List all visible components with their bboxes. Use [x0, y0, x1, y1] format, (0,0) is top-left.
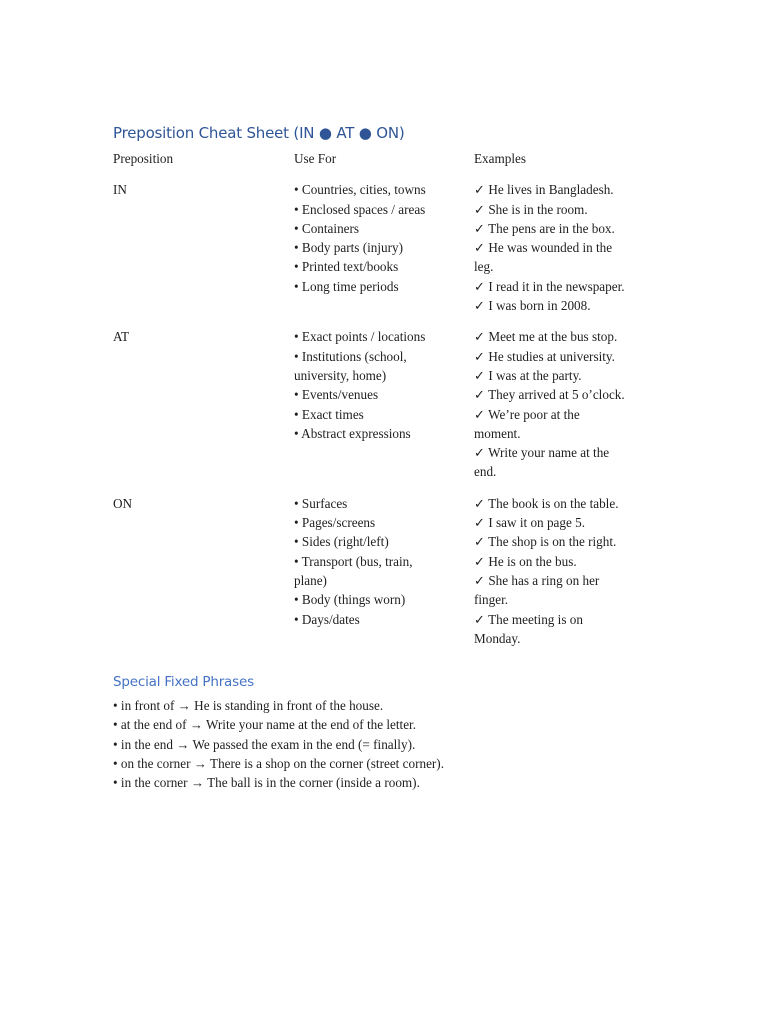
example-item: finger. [474, 592, 509, 608]
example-item: ✓ The book is on the table. [474, 495, 619, 511]
use-for-cell [294, 327, 474, 481]
example-item: ✓ I was at the party. [474, 367, 582, 383]
example-item: ✓ I read it in the newspaper. [474, 278, 625, 294]
use-item: • Body (things worn) [294, 592, 406, 608]
example-item: ✓ Meet me at the bus stop. [474, 329, 618, 345]
header-examples: Examples [474, 151, 527, 166]
example-item: leg. [474, 259, 494, 275]
phrase-item: • in the corner → The ball is in the corner (inside a room). [113, 775, 420, 791]
example-item: ✓ I saw it on page 5. [474, 515, 586, 531]
example-item: moment. [474, 425, 521, 441]
use-for-cell [294, 180, 474, 315]
use-item: • Events/venues [294, 387, 379, 403]
example-item: ✓ The shop is on the right. [474, 534, 617, 550]
special-phrases-title: Special Fixed Phrases [113, 674, 254, 690]
examples-cell [474, 180, 652, 315]
phrase-item: • in the end → We passed the exam in the end (= finally). [113, 736, 416, 752]
example-item: ✓ They arrived at 5 o’clock. [474, 387, 625, 403]
example-item: ✓ The meeting is on [474, 611, 583, 627]
use-item: • Countries, cities, towns [294, 182, 426, 198]
preposition-cell: IN [113, 182, 127, 198]
use-item: • Exact points / locations [294, 329, 426, 345]
example-item: end. [474, 464, 497, 480]
document-title: Preposition Cheat Sheet (IN ● AT ● ON) [113, 124, 405, 142]
table-row-at [113, 327, 653, 481]
example-item: ✓ She is in the room. [474, 201, 588, 217]
example-item: ✓ I was born in 2008. [474, 298, 591, 314]
example-item: ✓ We’re poor at the [474, 406, 580, 422]
preposition-cell: ON [113, 495, 133, 511]
use-item: • Containers [294, 220, 360, 236]
preposition-table [113, 149, 653, 660]
use-item: • Pages/screens [294, 515, 376, 531]
use-item: • Institutions (school, [294, 348, 407, 364]
example-item: ✓ He was wounded in the [474, 240, 613, 256]
use-item: • Enclosed spaces / areas [294, 201, 426, 217]
table-row-in [113, 180, 653, 315]
phrase-item: • at the end of → Write your name at the end of the letter. [113, 717, 417, 733]
example-item: Monday. [474, 630, 521, 646]
use-item: • Abstract expressions [294, 425, 411, 441]
header-use-for: Use For [294, 151, 337, 166]
use-item: • Days/dates [294, 611, 360, 627]
use-item: • Sides (right/left) [294, 534, 389, 550]
use-item: • Long time periods [294, 278, 399, 294]
use-item: • Transport (bus, train, [294, 553, 413, 569]
header-preposition: Preposition [113, 151, 174, 166]
special-phrases-list [113, 696, 673, 792]
table-header-row [113, 149, 653, 168]
use-item: • Body parts (injury) [294, 240, 404, 256]
phrase-item: • on the corner → There is a shop on the corner (street corner). [113, 755, 445, 771]
preposition-cell: AT [113, 329, 130, 345]
use-item: • Printed text/books [294, 259, 399, 275]
examples-cell [474, 494, 652, 648]
use-for-cell [294, 494, 474, 648]
example-item: ✓ The pens are in the box. [474, 220, 615, 236]
examples-cell [474, 327, 652, 481]
use-item: • Surfaces [294, 495, 348, 511]
table-row-on [113, 494, 653, 648]
phrase-item: • in front of → He is standing in front of the house. [113, 698, 384, 713]
use-item: plane) [294, 572, 327, 588]
use-item: • Exact times [294, 406, 364, 422]
example-item: ✓ He is on the bus. [474, 553, 577, 569]
example-item: ✓ Write your name at the [474, 445, 610, 461]
example-item: ✓ He studies at university. [474, 348, 615, 364]
example-item: ✓ She has a ring on her [474, 572, 600, 588]
example-item: ✓ He lives in Bangladesh. [474, 182, 614, 198]
use-item: university, home) [294, 367, 387, 383]
